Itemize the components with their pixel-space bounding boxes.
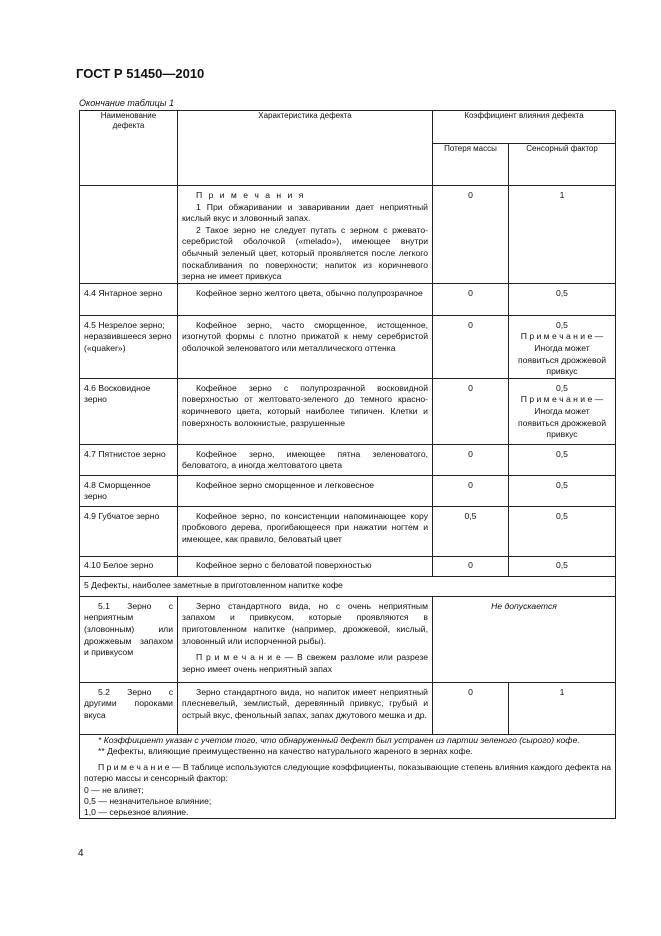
table-row: [80, 283, 616, 315]
defect-desc-note: П р и м е ч а н и е — В свежем разломе или разрезе зерно имеет очень неприятный запах: [182, 652, 428, 674]
defect-name: 4.7 Пятнистое зерно: [80, 444, 178, 475]
defect-name: 4.5 Незрелое зерно; неразвившееся зерно («quaker»): [80, 315, 178, 378]
col-desc-header: Характеристика дефекта: [178, 111, 433, 186]
col-coef-header: Коэффициент влияния дефекта: [433, 111, 616, 144]
defect-name: [80, 186, 178, 284]
table-row: [80, 506, 616, 556]
sensor-value: 0,5: [509, 556, 616, 576]
sensor-cell: [509, 315, 616, 378]
sensor-value: 0,5: [509, 475, 616, 506]
defect-desc: Кофейное зерно желтого цвета, обычно полупрозрачное: [178, 283, 433, 315]
sensor-value: 1: [509, 186, 616, 284]
table-row: [80, 682, 616, 734]
footnote-2: ** Дефекты, влияющие преимущественно на качество натурального жареного в зернах кофе.: [98, 745, 473, 756]
sensor-note: П р и м е ч а н и е — Иногда может появиться дрожжевой привкус: [517, 394, 606, 440]
sensor-note: П р и м е ч а н и е — Иногда может появиться дрожжевой привкус: [517, 331, 606, 377]
sensor-value: 1: [509, 682, 616, 734]
table-header-row: [80, 111, 616, 144]
loss-value: 0: [433, 444, 509, 475]
sensor-value: 0,5: [509, 283, 616, 315]
sensor-cell: [509, 378, 616, 444]
defect-name: 4.9 Губчатое зерно: [80, 506, 178, 556]
note-intro: П р и м е ч а н и е — В таблице используются следующие коэффициенты, показывающие степень влияния каждого дефекта на потерю массы и сенсорный фактор:: [84, 762, 611, 784]
loss-value: 0: [433, 682, 509, 734]
loss-value: 0: [433, 283, 509, 315]
sensor-value: 0,5: [556, 319, 568, 330]
table-row: [80, 556, 616, 576]
sensor-value: 0,5: [509, 444, 616, 475]
table-row: [80, 475, 616, 506]
table-footnotes-row: [80, 734, 616, 818]
defect-name: 4.4 Янтарное зерно: [80, 283, 178, 315]
defect-name: 4.6 Восковидное зерно: [80, 378, 178, 444]
loss-value: 0: [433, 378, 509, 444]
defect-desc: Кофейное зерно с полупрозрачной восковидной поверхностью от желтовато-зеленого до темного красно-коричневого цвета, который наиболее типичен. Клетки и поверхность волокнистые, разрушенные: [178, 378, 433, 444]
defect-name-text: 5.2 Зерно с другими пороками вкуса: [84, 686, 173, 720]
section-row: [80, 576, 616, 596]
defect-desc: Зерно стандартного вида, но напиток имеет неприятный плесневелый, землистый, деревянный привкус, грубый и острый вкус, фенольный запах, запах джутового мешка и др.: [178, 682, 433, 734]
loss-value: 0: [433, 315, 509, 378]
defect-name-text: 5.1 Зерно с неприятным (зловонным) или дрожжевым запахом и привкусом: [84, 600, 173, 658]
table-row: [80, 596, 616, 682]
loss-value: 0: [433, 186, 509, 284]
loss-value: 0: [433, 475, 509, 506]
page-number: 4: [78, 848, 84, 859]
defect-name: 4.10 Белое зерно: [80, 556, 178, 576]
note-list-item: 0,5 — незначительное влияние;: [84, 795, 212, 806]
loss-value: 0: [433, 556, 509, 576]
defect-desc: [178, 596, 433, 682]
table-caption: Окончание таблицы 1: [79, 98, 174, 108]
table-row: [80, 186, 616, 284]
note-1: 1 При обжаривании и заваривании дает неприятный кислый вкус и зловонный запах.: [182, 201, 428, 224]
note-list-item: 1,0 — серьезное влияние.: [84, 806, 189, 817]
defect-desc-text: Зерно стандартного вида, но с очень неприятным запахом и привкусом, которые проявляются в приготовленном напитке (например, дрожжевой, кислый, зловонный или испорченной рыбы).: [182, 600, 428, 646]
note-2: 2 Такое зерно не следует путать с зерном с ржевато-серебристой оболочкой («melado»), имеющее внутри обычный зеленый цвет, который проявляется после легкого поскабливания по поверхности; напиток из коричневого зерна не имеет привкуса: [182, 224, 428, 282]
table-row: [80, 315, 616, 378]
defect-desc: Кофейное зерно сморщенное и легковесное: [178, 475, 433, 506]
col-name-header: Наименование дефекта: [80, 111, 178, 186]
table-row: [80, 378, 616, 444]
footnotes: [80, 734, 616, 818]
defect-desc: Кофейное зерно, по консистенции напоминающее кору пробкового дерева, прогибающееся при нажатии ногтем и имеющее, как правило, беловатый цвет: [178, 506, 433, 556]
sensor-value: 0,5: [509, 506, 616, 556]
footnote-1: * Коэффициент указан с учетом того, что обнаруженный дефект был устранен из партии зеленого (сырого) кофе.: [98, 734, 580, 745]
defect-desc: Кофейное зерно, часто сморщенное, истощенное, изогнутой формы с плотно прижатой к нему серебристой оболочкой зеленоватого или металлического оттенка: [178, 315, 433, 378]
sensor-value: 0,5: [556, 382, 568, 393]
document-id: ГОСТ Р 51450—2010: [76, 66, 205, 81]
note-list-item: 0 — не влияет;: [84, 784, 144, 795]
defect-desc: Кофейное зерно с беловатой поверхностью: [178, 556, 433, 576]
defect-desc: Кофейное зерно, имеющее пятна зеленоватого, беловатого, а иногда желтоватого цвета: [178, 444, 433, 475]
defects-table: [79, 110, 616, 819]
col-sensor-header: Сенсорный фактор: [509, 144, 616, 186]
defect-name: [80, 682, 178, 734]
col-loss-header: Потеря массы: [433, 144, 509, 186]
merged-value: Не допускается: [433, 596, 616, 682]
loss-value: 0,5: [433, 506, 509, 556]
section-heading: 5 Дефекты, наиболее заметные в приготовленном напитке кофе: [80, 576, 616, 596]
defect-desc: [178, 186, 433, 284]
note-title: П р и м е ч а н и я: [196, 190, 306, 200]
table-row: [80, 444, 616, 475]
defect-name: [80, 596, 178, 682]
defect-name: 4.8 Сморщенное зерно: [80, 475, 178, 506]
